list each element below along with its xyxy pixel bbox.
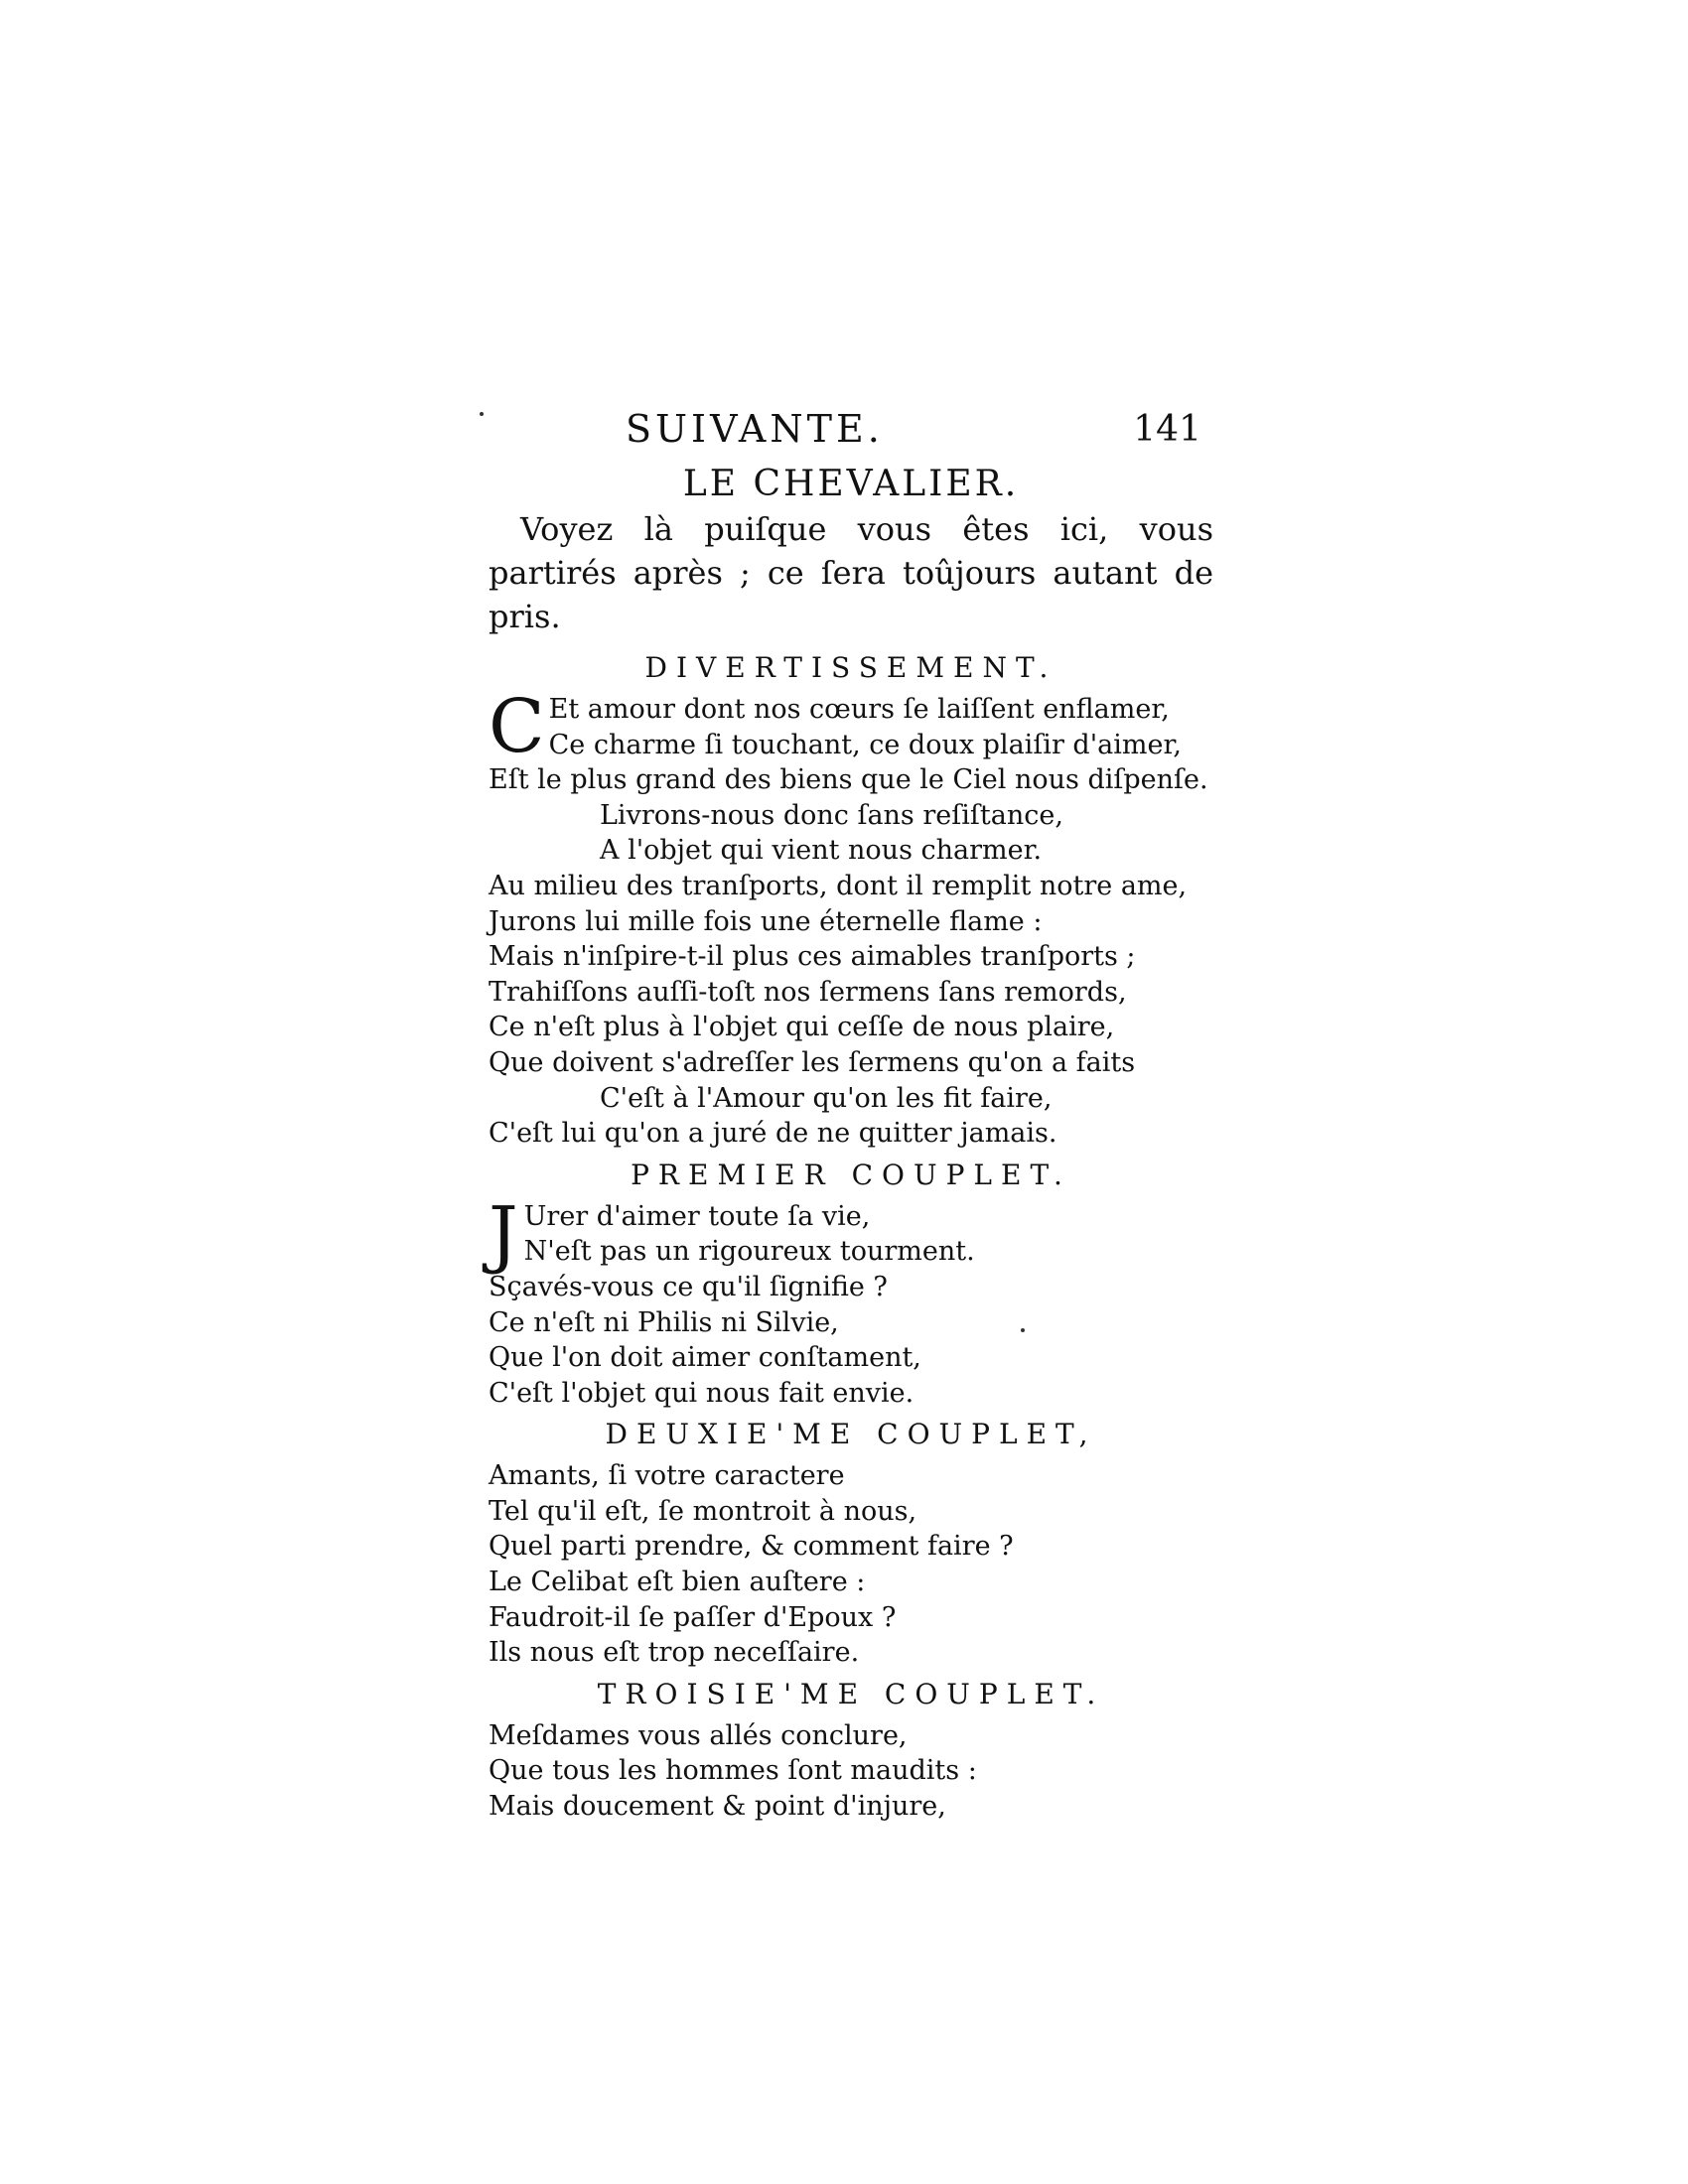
verse-line: C'eſt l'objet qui nous fait envie. [489,1377,914,1409]
verse-line: Au milieu des tranſports, dont il remplit notre ame, [489,870,1188,901]
drop-cap: C [489,684,545,769]
verse-block [489,1718,1213,1825]
verse-line: Que doivent s'adreſſer les ſermens qu'on a faits [489,1046,1136,1078]
premier-couplet-section [489,1156,1213,1412]
verse-line: Urer d'aimer toute ſa vie, [523,1200,871,1232]
section-heading-troisieme: TROISIE'ME COUPLET. [597,1677,1105,1710]
divertissement-section [489,648,1213,1152]
verse-line: Ils nous eſt trop neceſſaire. [489,1637,860,1669]
verse-line: Sçavés-vous ce qu'il ſignifie ? [489,1271,888,1302]
section-heading-deuxieme: DEUXIE'ME COUPLET, [605,1418,1097,1451]
page-header [487,407,1201,467]
verse-line: Mais n'inſpire-t-il plus ces aimables tranſports ; [489,941,1136,973]
verse-block [489,1270,1213,1411]
verse-line: Ce charme ſi touchant, ce doux plaiſir d'aimer, [548,729,1182,760]
verse-line: Trahiſſons auſſi-toſt nos ſermens ſans remords, [489,976,1127,1008]
verse-line: N'eſt pas un rigoureux tourment. [523,1236,975,1268]
ink-speck [480,412,484,416]
verse-block [489,1458,1213,1671]
verse-line: A l'objet qui vient nous charmer. [600,835,1043,867]
verse-block [489,762,1213,1152]
verse-line: Jurons lui mille fois une éternelle flame : [489,905,1043,937]
verse-line: Ce n'eſt plus à l'objet qui ceſſe de nous plaire, [489,1012,1115,1043]
verse-line: C'eſt lui qu'on a juré de ne quitter jamais. [489,1118,1057,1150]
verse-line: Ce n'eſt ni Philis ni Silvie, [489,1306,839,1338]
page-number: 141 [1133,409,1201,450]
section-heading-divertissement: DIVERTISSEMENT. [644,651,1057,684]
verse-line: Eſt le plus grand des biens que le Ciel nous diſpenſe. [489,764,1208,796]
speaker-name: LE CHEVALIER. [682,464,1020,504]
verse-line: Livrons-nous donc ſans reſiſtance, [600,799,1063,831]
verse-line: Quel parti prendre, & comment faire ? [489,1531,1014,1563]
verse-line: Que tous les hommes ſont maudits : [489,1755,977,1787]
verse-block [489,1190,1213,1277]
verse-line: C'eſt à l'Amour qu'on les fit faire, [600,1082,1053,1114]
verse-line: Que l'on doit aimer conſtament, [489,1342,921,1374]
verse-line: Amants, ſi votre caractere [489,1460,845,1492]
page-content [489,462,1213,1825]
verse-line: Mais doucement & point d'injure, [489,1791,946,1823]
verse-line: Le Celibat eſt bien auſtere : [489,1567,866,1598]
verse-block [489,684,1213,769]
verse-line: Faudroit-il ſe paſſer d'Epoux ? [489,1601,897,1633]
verse-line: Tel qu'il eſt, ſe montroit à nous, [489,1495,917,1527]
verse-line: Meſdames vous allés conclure, [489,1719,908,1751]
section-heading-premier: PREMIER COUPLET. [631,1158,1071,1191]
drop-cap: J [489,1190,518,1277]
deuxieme-couplet-section [489,1415,1213,1671]
troisieme-couplet-section [489,1675,1213,1825]
running-title: SUIVANTE. [626,407,884,451]
verse-line: Et amour dont nos cœurs ſe laiſſent enflamer, [548,694,1170,725]
speech-text: Voyez là puiſque vous êtes ici, vous partirés après ; ce ſera toûjours autant de pris. [489,510,1213,635]
